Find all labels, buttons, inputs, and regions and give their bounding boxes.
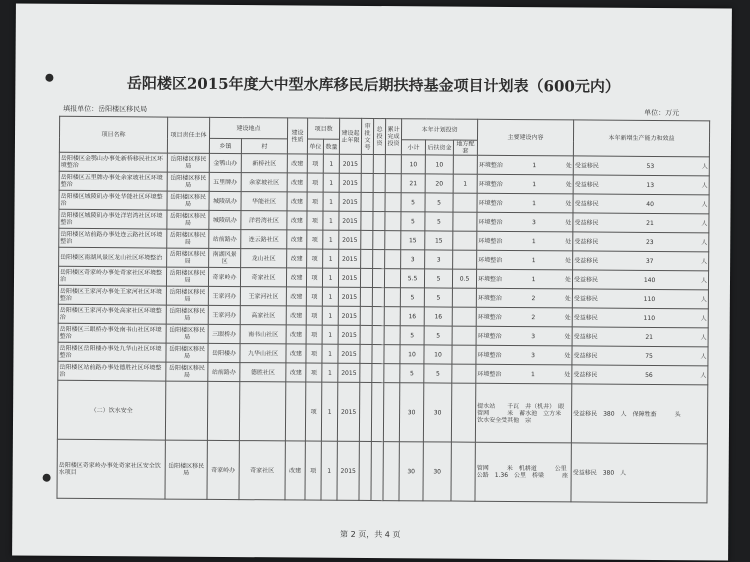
cell-content xyxy=(477,269,573,289)
cell-benefit xyxy=(573,232,709,252)
cell-content xyxy=(476,364,572,384)
content-unit: 处 xyxy=(565,180,572,188)
content-unit: 处 xyxy=(565,237,572,245)
cell-town: 城陵矶办 xyxy=(209,191,241,210)
cell-year: 2015 xyxy=(339,192,361,211)
cell-benefit xyxy=(573,175,709,195)
cell-village: 奇家社区 xyxy=(239,441,285,500)
cell-benefit xyxy=(572,308,708,328)
cell-local xyxy=(453,250,477,269)
cell-count: 1 xyxy=(323,192,339,211)
content-unit: 处 xyxy=(564,294,571,302)
content-type: 环境整治 xyxy=(477,351,502,359)
cell-name: （二）饮水安全 xyxy=(57,380,165,440)
header-count: 数量 xyxy=(323,139,339,154)
content-qty: 2 xyxy=(531,294,536,302)
cell-village: 南书山社区 xyxy=(240,325,286,344)
cell-year: 2015 xyxy=(338,325,360,344)
content-type: 环境整治 xyxy=(478,218,503,226)
cell-fund: 5 xyxy=(424,288,452,307)
cell-year: 2015 xyxy=(337,441,359,500)
cell-subtotal: 10 xyxy=(401,155,425,174)
content-qty: 1 xyxy=(531,237,536,245)
cell-content xyxy=(477,174,573,194)
cell-count: 1 xyxy=(322,268,338,287)
cell-fund: 5 xyxy=(425,212,453,231)
benefit-type: 受益移民 xyxy=(573,370,598,379)
benefit-count: 21 xyxy=(645,333,654,341)
cell-nature: 改建 xyxy=(287,154,307,173)
header-local: 地方配套 xyxy=(453,140,477,155)
cell-name: 岳阳楼区五里牌办事处余家坡社区环境整治 xyxy=(59,171,167,191)
cell-count: 1 xyxy=(323,173,339,192)
header-nature: 建设性质 xyxy=(287,118,307,154)
header-approval: 审批文号 xyxy=(361,118,373,154)
cell-name: 岳阳楼区南湖风景区龙山社区环境整治 xyxy=(59,247,167,267)
header-subtotal: 小计 xyxy=(401,140,425,155)
content-type: 环境整治 xyxy=(478,199,503,207)
content-qty: 2 xyxy=(531,313,536,321)
benefit-unit: 人 xyxy=(700,295,707,303)
cell-name: 岳阳楼区岳阳楼办事处九华山社区环境整治 xyxy=(58,342,166,362)
cell-benefit xyxy=(572,327,708,347)
header-plan: 本年计划投资 xyxy=(402,119,478,141)
content-type: 环境整治 xyxy=(478,180,503,188)
cell-nature: 改建 xyxy=(285,441,305,500)
cell-local xyxy=(452,345,476,364)
cell-dept: 岳阳楼区移民局 xyxy=(167,248,209,267)
cell-fund: 30 xyxy=(423,442,451,501)
header-name: 项目名称 xyxy=(59,116,167,153)
cell-town: 王家河办 xyxy=(208,305,240,324)
benefit-count: 56 xyxy=(645,371,653,379)
cell-dept: 岳阳楼区移民局 xyxy=(167,229,209,248)
benefit-type: 受益移民 xyxy=(574,161,599,170)
cell-subtotal: 5 xyxy=(400,364,424,383)
benefit-type: 受益移民 xyxy=(573,294,598,303)
cell-fund: 5 xyxy=(424,326,452,345)
benefit-unit: 人 xyxy=(701,200,708,208)
cell-subtotal: 30 xyxy=(399,383,423,442)
cell-count: 1 xyxy=(323,249,339,268)
cell-benefit xyxy=(572,365,708,385)
cell-local xyxy=(453,193,477,212)
cell-town: 南湖风景区 xyxy=(209,248,241,267)
cell-dept: 岳阳楼区移民局 xyxy=(165,440,207,499)
cell-subtotal: 5 xyxy=(400,326,424,345)
cell-content xyxy=(477,231,573,251)
cell-fund: 16 xyxy=(424,307,452,326)
cell-name: 岳阳楼区王家河办事处高家社区环境整治 xyxy=(58,304,166,324)
cell-town: 奇家岭办 xyxy=(208,267,240,286)
cell-local xyxy=(452,364,476,383)
benefit-unit: 人 xyxy=(701,238,708,246)
benefit-type: 受益移民 xyxy=(574,275,599,284)
cell-content xyxy=(477,155,573,175)
cell-subtotal: 10 xyxy=(400,345,424,364)
cell-fund: 30 xyxy=(423,383,451,442)
benefit-type: 受益移民 xyxy=(574,180,599,189)
cell-name: 岳阳楼区站前路办事处德胜社区环境整治 xyxy=(58,361,166,381)
cell-unit: 项 xyxy=(307,249,323,268)
content-type: 环境整治 xyxy=(478,275,503,283)
cell-nature: 改建 xyxy=(286,268,306,287)
cell-town: 站前路办 xyxy=(208,362,240,381)
benefit-unit: 人 xyxy=(701,276,708,284)
header-dept: 项目责任主体 xyxy=(167,117,209,153)
cell-local xyxy=(452,288,476,307)
cell-count: 1 xyxy=(323,154,339,173)
cell-village: 奇家社区 xyxy=(240,268,286,287)
header-accum: 累计完成投资 xyxy=(385,119,401,155)
cell-content xyxy=(476,345,572,365)
cell-name: 岳阳楼区城陵矶办事处华能社区环境整治 xyxy=(59,190,167,210)
cell-subtotal: 3 xyxy=(401,250,425,269)
cell-content xyxy=(476,326,572,346)
content-qty: 1 xyxy=(531,256,536,264)
benefit-count: 13 xyxy=(646,181,655,189)
cell-dept: 岳阳楼区移民局 xyxy=(166,324,208,343)
cell-local xyxy=(453,155,477,174)
cell-name: 岳阳楼区王家河办事处王家河社区环境整治 xyxy=(58,285,166,305)
content-type: 环境整治 xyxy=(477,370,502,378)
cell-subtotal: 5.5 xyxy=(400,269,424,288)
cell-village: 龙山社区 xyxy=(241,249,287,268)
cell-fund: 5 xyxy=(424,364,452,383)
cell-nature: 改建 xyxy=(286,325,306,344)
cell-fund: 3 xyxy=(425,250,453,269)
cell-nature: 改建 xyxy=(287,173,307,192)
document-page xyxy=(12,4,732,561)
cell-benefit xyxy=(573,213,709,233)
benefit-unit: 人 xyxy=(701,219,708,227)
content-type: 环境整治 xyxy=(478,237,503,245)
cell-unit: 项 xyxy=(306,325,322,344)
benefit-unit: 人 xyxy=(700,333,707,341)
cell-count: 1 xyxy=(321,382,337,441)
cell-name: 岳阳楼区奇家岭办事处奇家社区环境整治 xyxy=(58,266,166,286)
cell-subtotal: 5 xyxy=(400,288,424,307)
benefit-type: 受益移民 xyxy=(574,218,599,227)
cell-content xyxy=(477,212,573,232)
cell-village: 王家河社区 xyxy=(240,287,286,306)
cell-nature: 改建 xyxy=(286,344,306,363)
cell-town: 五里牌办 xyxy=(209,172,241,191)
header-content: 主要建设内容 xyxy=(477,119,573,156)
cell-nature: 改建 xyxy=(286,287,306,306)
cell-name: 岳阳楼区奇家岭办事处奇家社区安全饮水项目 xyxy=(57,439,165,499)
benefit-type: 受益移民 xyxy=(573,313,598,322)
cell-town: 岳阳楼办 xyxy=(208,343,240,362)
cell-year: 2015 xyxy=(338,287,360,306)
cell-year: 2015 xyxy=(337,382,359,441)
cell-village: 洋岩湾社区 xyxy=(241,211,287,230)
cell-name: 岳阳楼区站前路办事处连云路社区环境整治 xyxy=(59,228,167,248)
content-qty: 3 xyxy=(532,218,536,226)
benefit-type: 受益移民 xyxy=(574,256,599,265)
benefit-count: 23 xyxy=(645,238,654,246)
content-unit: 处 xyxy=(564,332,571,340)
page-number: 第 2 页，共 4 页 xyxy=(340,529,401,540)
cell-unit: 项 xyxy=(306,344,322,363)
cell-content: 管网 米 机耕道 公里 公路 1.36 公里 桥梁 座 xyxy=(475,442,571,502)
table-row-water xyxy=(57,380,707,444)
benefit-type: 受益移民 xyxy=(574,237,599,246)
cell-benefit: 受益移民 380 人 保障牲畜 头 xyxy=(571,384,707,444)
content-unit: 处 xyxy=(565,275,572,283)
content-unit: 处 xyxy=(564,313,571,321)
content-type: 环境整治 xyxy=(478,161,503,169)
benefit-count: 53 xyxy=(646,162,655,170)
table-row-last xyxy=(57,439,707,503)
punch-hole xyxy=(43,474,51,482)
cell-dept: 岳阳楼区移民局 xyxy=(166,267,208,286)
benefit-type: 受益移民 xyxy=(573,351,598,360)
cell-unit: 项 xyxy=(306,268,322,287)
cell-benefit xyxy=(573,156,709,176)
document-title: 岳阳楼区2015年度大中型水库移民后期扶持基金项目计划表（600元内） xyxy=(126,74,620,96)
cell-content xyxy=(477,193,573,213)
benefit-unit: 人 xyxy=(701,181,708,189)
cell-local: 1 xyxy=(453,174,477,193)
cell-dept: 岳阳楼区移民局 xyxy=(166,362,208,381)
cell-fund: 15 xyxy=(425,231,453,250)
cell-town: 城陵矶办 xyxy=(209,210,241,229)
cell-dept: 岳阳楼区移民局 xyxy=(167,172,209,191)
cell-subtotal: 16 xyxy=(400,307,424,326)
cell-unit: 项 xyxy=(306,363,322,382)
cell-benefit xyxy=(572,346,708,366)
cell-dept: 岳阳楼区移民局 xyxy=(166,343,208,362)
cell-subtotal: 5 xyxy=(401,212,425,231)
cell-benefit: 受益移民 380 人 xyxy=(571,443,707,503)
header-unit: 单位 xyxy=(307,139,323,154)
benefit-count: 75 xyxy=(645,352,653,360)
cell-content: 提水站 千瓦 井（机井） 眼 管网 米 蓄水池 立方米 饮水安全受其他 宗 xyxy=(475,383,571,443)
cell-dept: 岳阳楼区移民局 xyxy=(167,153,209,172)
header-total: 总投资 xyxy=(373,119,385,155)
cell-local xyxy=(452,307,476,326)
content-qty: 1 xyxy=(532,161,537,169)
cell-local xyxy=(452,326,476,345)
content-unit: 处 xyxy=(565,256,572,264)
cell-nature: 改建 xyxy=(287,249,307,268)
benefit-unit: 人 xyxy=(700,371,707,379)
cell-fund: 5 xyxy=(424,269,452,288)
cell-count: 1 xyxy=(321,441,337,500)
plan-table xyxy=(56,116,710,504)
cell-town: 三眼桥办 xyxy=(208,324,240,343)
benefit-unit: 人 xyxy=(700,352,707,360)
cell-year: 2015 xyxy=(339,211,361,230)
cell-count: 1 xyxy=(322,325,338,344)
cell-unit: 项 xyxy=(306,306,322,325)
content-unit: 处 xyxy=(565,218,572,226)
cell-nature: 改建 xyxy=(287,211,307,230)
header-village: 村 xyxy=(241,139,287,154)
benefit-count: 110 xyxy=(643,314,656,322)
content-type: 环境整治 xyxy=(477,294,502,302)
cell-unit: 项 xyxy=(307,211,323,230)
cell-local xyxy=(453,231,477,250)
cell-village: 华能社区 xyxy=(241,192,287,211)
cell-benefit xyxy=(573,251,709,271)
benefit-type: 受益移民 xyxy=(573,332,598,341)
cell-village: 九华山社区 xyxy=(240,344,286,363)
cell-subtotal: 15 xyxy=(401,231,425,250)
cell-content xyxy=(476,288,572,308)
benefit-type: 受益移民 xyxy=(574,199,599,208)
header-town: 乡镇 xyxy=(209,138,241,153)
content-type: 环境整治 xyxy=(477,313,502,321)
cell-nature: 改建 xyxy=(287,230,307,249)
cell-fund: 10 xyxy=(425,155,453,174)
cell-content xyxy=(476,307,572,327)
cell-benefit xyxy=(573,270,709,290)
cell-benefit xyxy=(572,289,708,309)
cell-village: 连云路社区 xyxy=(241,230,287,249)
cell-name: 岳阳楼区三眼桥办事处南书山社区环境整治 xyxy=(58,323,166,343)
content-qty: 3 xyxy=(531,332,536,340)
cell-village: 德胜社区 xyxy=(240,363,286,382)
cell-dept: 岳阳楼区移民局 xyxy=(167,191,209,210)
cell-year: 2015 xyxy=(338,363,360,382)
cell-count: 1 xyxy=(322,306,338,325)
fill-unit: 填报单位：岳阳楼区移民局 xyxy=(63,104,148,114)
cell-benefit xyxy=(573,194,709,214)
cell-fund: 10 xyxy=(424,345,452,364)
content-unit: 处 xyxy=(564,370,571,378)
cell-year: 2015 xyxy=(339,249,361,268)
header-benefit: 本年新增生产能力和效益 xyxy=(573,120,709,157)
cell-nature: 改建 xyxy=(286,363,306,382)
cell-local: 0.5 xyxy=(452,269,476,288)
cell-dept: 岳阳楼区移民局 xyxy=(166,305,208,324)
content-qty: 1 xyxy=(532,180,537,188)
cell-town: 金鹗山办 xyxy=(209,153,241,172)
cell-local xyxy=(453,212,477,231)
unit-label: 单位：万元 xyxy=(644,108,680,118)
cell-unit: 项 xyxy=(307,154,323,173)
header-qty: 项目数 xyxy=(308,118,340,139)
cell-count: 1 xyxy=(322,344,338,363)
benefit-unit: 人 xyxy=(701,257,708,265)
cell-name: 岳阳楼区金鹗山办事处新桥移民社区环境整治 xyxy=(59,152,167,172)
cell-unit: 项 xyxy=(307,173,323,192)
content-unit: 处 xyxy=(564,351,571,359)
cell-count: 1 xyxy=(323,230,339,249)
cell-nature: 改建 xyxy=(286,306,306,325)
benefit-count: 21 xyxy=(646,219,654,227)
cell-count: 1 xyxy=(322,287,338,306)
benefit-count: 140 xyxy=(643,276,656,284)
cell-subtotal: 30 xyxy=(399,442,423,501)
content-qty: 1 xyxy=(531,275,536,283)
benefit-unit: 人 xyxy=(701,162,708,170)
cell-unit: 项 xyxy=(305,382,321,441)
content-qty: 1 xyxy=(530,370,535,378)
cell-name: 岳阳楼区城陵矶办事处洋岩湾社区环境整治 xyxy=(59,209,167,229)
cell-content xyxy=(477,250,573,270)
cell-unit: 项 xyxy=(307,192,323,211)
benefit-count: 37 xyxy=(645,257,654,265)
cell-year: 2015 xyxy=(338,268,360,287)
cell-nature: 改建 xyxy=(287,192,307,211)
cell-count: 1 xyxy=(323,211,339,230)
header-location: 建设地点 xyxy=(209,117,287,139)
cell-subtotal: 5 xyxy=(401,193,425,212)
benefit-count: 40 xyxy=(646,200,654,208)
cell-unit: 项 xyxy=(306,287,322,306)
content-type: 环境整治 xyxy=(477,332,502,340)
content-unit: 处 xyxy=(565,199,572,207)
header-fund: 后扶资金 xyxy=(425,140,453,155)
cell-year: 2015 xyxy=(339,154,361,173)
cell-unit: 项 xyxy=(307,230,323,249)
cell-village: 余家坡社区 xyxy=(241,173,287,192)
cell-fund: 5 xyxy=(425,193,453,212)
cell-unit: 项 xyxy=(305,441,321,500)
cell-count: 1 xyxy=(322,363,338,382)
benefit-count: 110 xyxy=(643,295,656,303)
cell-town: 王家河办 xyxy=(208,286,240,305)
header-years: 建设起止年限 xyxy=(339,118,361,154)
cell-dept: 岳阳楼区移民局 xyxy=(167,210,209,229)
content-qty: 3 xyxy=(531,351,535,359)
content-type: 环境整治 xyxy=(478,256,503,264)
cell-village: 新桥社区 xyxy=(241,154,287,173)
cell-town: 奇家岭办 xyxy=(207,440,239,499)
cell-fund: 20 xyxy=(425,174,453,193)
cell-year: 2015 xyxy=(338,306,360,325)
cell-year: 2015 xyxy=(339,230,361,249)
content-unit: 处 xyxy=(565,161,572,169)
cell-town: 站前路办 xyxy=(209,229,241,248)
cell-year: 2015 xyxy=(338,344,360,363)
cell-year: 2015 xyxy=(339,173,361,192)
benefit-unit: 人 xyxy=(700,314,707,322)
cell-dept: 岳阳楼区移民局 xyxy=(166,286,208,305)
content-qty: 1 xyxy=(532,199,537,207)
cell-subtotal: 21 xyxy=(401,174,425,193)
cell-village: 高家社区 xyxy=(240,306,286,325)
